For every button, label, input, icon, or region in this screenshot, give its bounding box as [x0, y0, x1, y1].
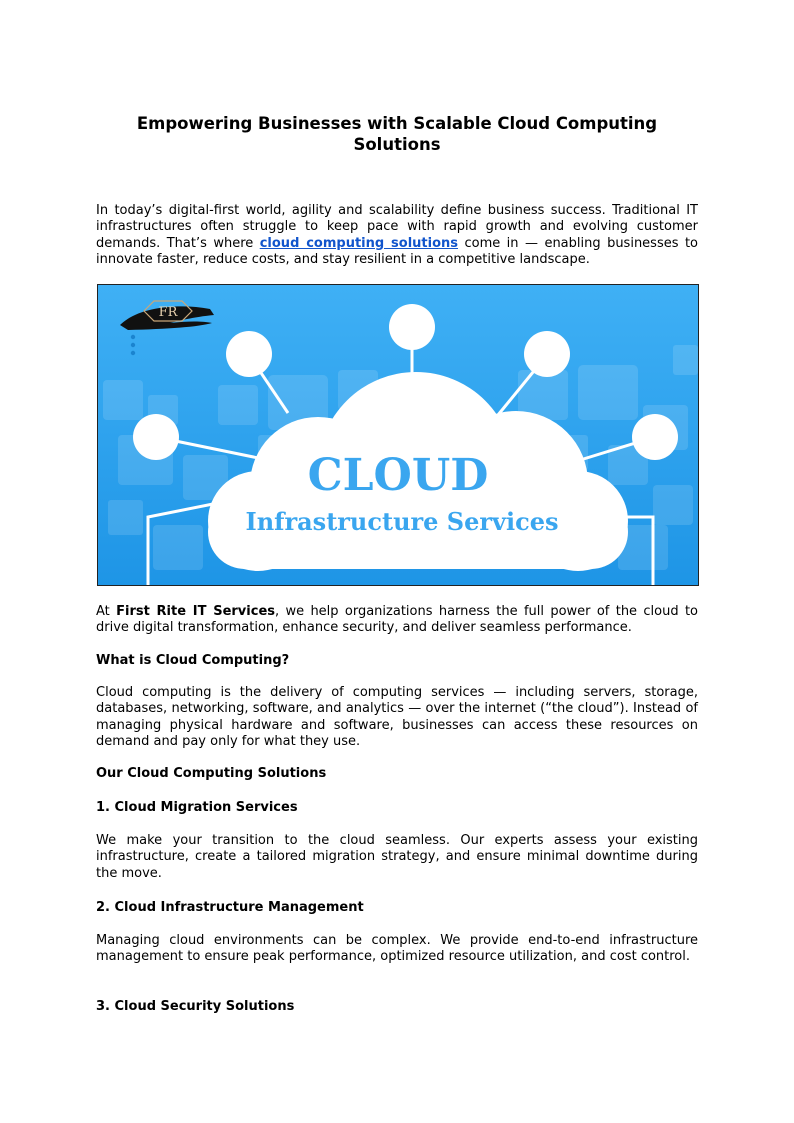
infra-management-paragraph: Managing cloud environments can be complex. We provide end-to-end infrastructure management to ensure peak performance, optimized resource utilization, and cost control. — [96, 933, 698, 965]
cloud-infrastructure-banner — [97, 284, 699, 586]
migration-heading: 1. Cloud Migration Services — [96, 800, 298, 815]
infra-management-heading: 2. Cloud Infrastructure Management — [96, 900, 364, 915]
about-paragraph — [96, 604, 698, 637]
migration-paragraph: We make your transition to the cloud seamless. Our experts assess your existing infrastructure, create a tailored migration strategy, and ensure minimal downtime during the move. — [96, 833, 698, 881]
page-title: Empowering Businesses with Scalable Cloud Computing Solutions — [136, 114, 658, 154]
what-is-cloud-paragraph: Cloud computing is the delivery of computing services — including servers, storage, databases, networking, software, and analytics — over the internet (“the cloud”). Instead of managing physical hardware and software, businesses can access these resources on demand and pay only for what they use. — [96, 685, 698, 749]
logo-text: FR — [158, 305, 178, 320]
security-heading: 3. Cloud Security Solutions — [96, 999, 295, 1014]
intro-text-after: come in — enabling businesses to innovate faster, reduce costs, and stay resilient in a competitive landscape. — [96, 235, 699, 267]
intro-paragraph — [96, 203, 698, 268]
company-name: First Rite IT Services — [116, 604, 275, 619]
solutions-heading: Our Cloud Computing Solutions — [96, 766, 327, 781]
what-is-cloud-heading: What is Cloud Computing? — [96, 653, 290, 668]
about-suffix: , we help organizations harness the full power of the cloud to drive digital transformation, enhance security, and deliver seamless performance. — [96, 604, 698, 636]
intro-text-before: In today’s digital-first world, agility and scalability define business success. Traditional IT infrastructures often struggle to keep pace with rapid growth and evolving customer demands. That’s where — [96, 203, 698, 251]
cloud-title: CLOUD — [307, 450, 489, 501]
cloud-subtitle: Infrastructure Services — [245, 507, 559, 536]
cloud-computing-solutions-link[interactable]: cloud computing solutions — [259, 235, 459, 251]
about-prefix: At — [96, 604, 117, 619]
